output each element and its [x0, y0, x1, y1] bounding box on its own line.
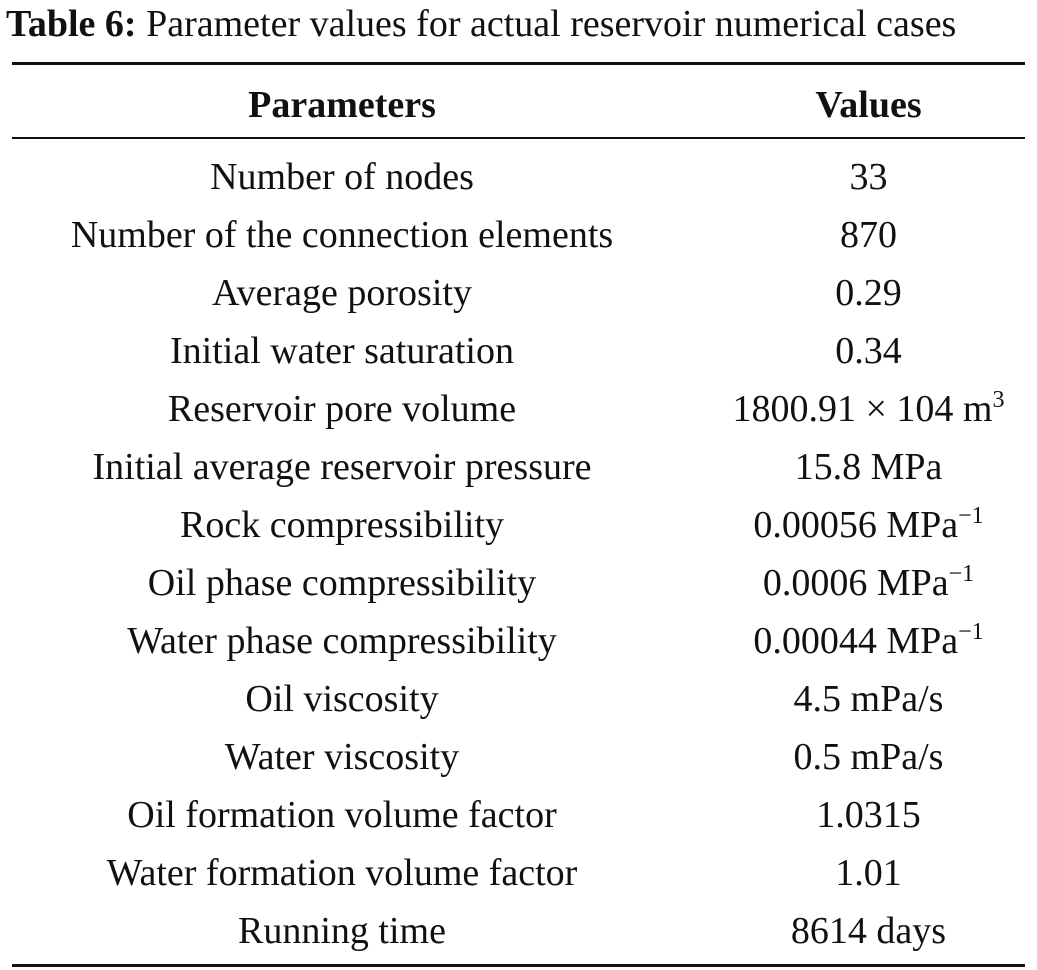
table-row [0, 902, 1037, 960]
value-text: 1.0315 [816, 794, 921, 836]
value-superscript: −1 [958, 619, 984, 645]
value-superscript: −1 [958, 503, 984, 529]
table-row [0, 148, 1037, 206]
header-parameters: Parameters [248, 84, 436, 126]
value-text: 15.8 MPa [794, 446, 943, 488]
value-cell [712, 380, 1025, 438]
table-row [0, 206, 1037, 264]
parameter-cell: Oil formation volume factor [127, 794, 557, 836]
value-text: 870 [840, 214, 897, 256]
table-row [0, 264, 1037, 322]
parameter-cell: Rock compressibility [179, 504, 505, 546]
value-text: 0.00056 MPa [753, 504, 959, 546]
table-caption [6, 2, 1036, 46]
parameter-cell: Number of the connection elements [70, 214, 614, 256]
value-text: 8614 days [790, 910, 947, 952]
parameter-cell: Average porosity [212, 272, 472, 314]
table-caption-text: Parameter values for actual reservoir numerical cases [146, 3, 957, 45]
value-text: 0.5 mPa/s [793, 736, 944, 778]
value-text: 0.00044 MPa [753, 620, 959, 662]
table-caption-label: Table 6: [6, 3, 137, 45]
value-text: 4.5 mPa/s [793, 678, 944, 720]
parameter-cell: Initial average reservoir pressure [92, 446, 592, 488]
value-text: 1800.91 × 104 m [732, 388, 993, 430]
table-row [0, 438, 1037, 496]
value-cell [712, 496, 1025, 554]
value-text: 33 [849, 156, 888, 198]
value-cell [712, 844, 1025, 902]
value-cell [712, 670, 1025, 728]
value-cell [712, 612, 1025, 670]
parameter-cell: Water phase compressibility [127, 620, 557, 662]
parameter-cell: Water formation volume factor [106, 852, 578, 894]
parameter-cell: Oil viscosity [245, 678, 439, 720]
table-header-rule [12, 137, 1025, 139]
table-top-rule [12, 62, 1025, 65]
value-text: 0.34 [835, 330, 902, 372]
value-cell [712, 728, 1025, 786]
table-row [0, 728, 1037, 786]
table-body [0, 148, 1037, 960]
value-text: 1.01 [835, 852, 902, 894]
parameter-cell: Number of nodes [210, 156, 474, 198]
value-superscript: 3 [992, 387, 1005, 413]
value-cell [712, 264, 1025, 322]
value-cell [712, 902, 1025, 960]
table-row [0, 612, 1037, 670]
header-values: Values [815, 84, 922, 126]
value-superscript: −1 [948, 561, 975, 587]
table-row [0, 380, 1037, 438]
table-row [0, 786, 1037, 844]
value-cell [712, 786, 1025, 844]
value-cell [712, 554, 1025, 612]
parameter-cell: Oil phase compressibility [147, 562, 537, 604]
parameter-cell: Initial water saturation [170, 330, 514, 372]
value-cell [712, 438, 1025, 496]
parameter-cell: Reservoir pore volume [167, 388, 517, 430]
table-row [0, 322, 1037, 380]
table-header-row [0, 76, 1037, 134]
value-text: 0.29 [835, 272, 902, 314]
value-cell [712, 322, 1025, 380]
parameter-cell: Running time [238, 910, 446, 952]
table-row [0, 844, 1037, 902]
table-bottom-rule [12, 964, 1025, 967]
parameter-cell: Water viscosity [224, 736, 460, 778]
table-row [0, 496, 1037, 554]
value-cell [712, 206, 1025, 264]
table-row [0, 554, 1037, 612]
value-cell [712, 148, 1025, 206]
value-text: 0.0006 MPa [762, 562, 949, 604]
table-row [0, 670, 1037, 728]
